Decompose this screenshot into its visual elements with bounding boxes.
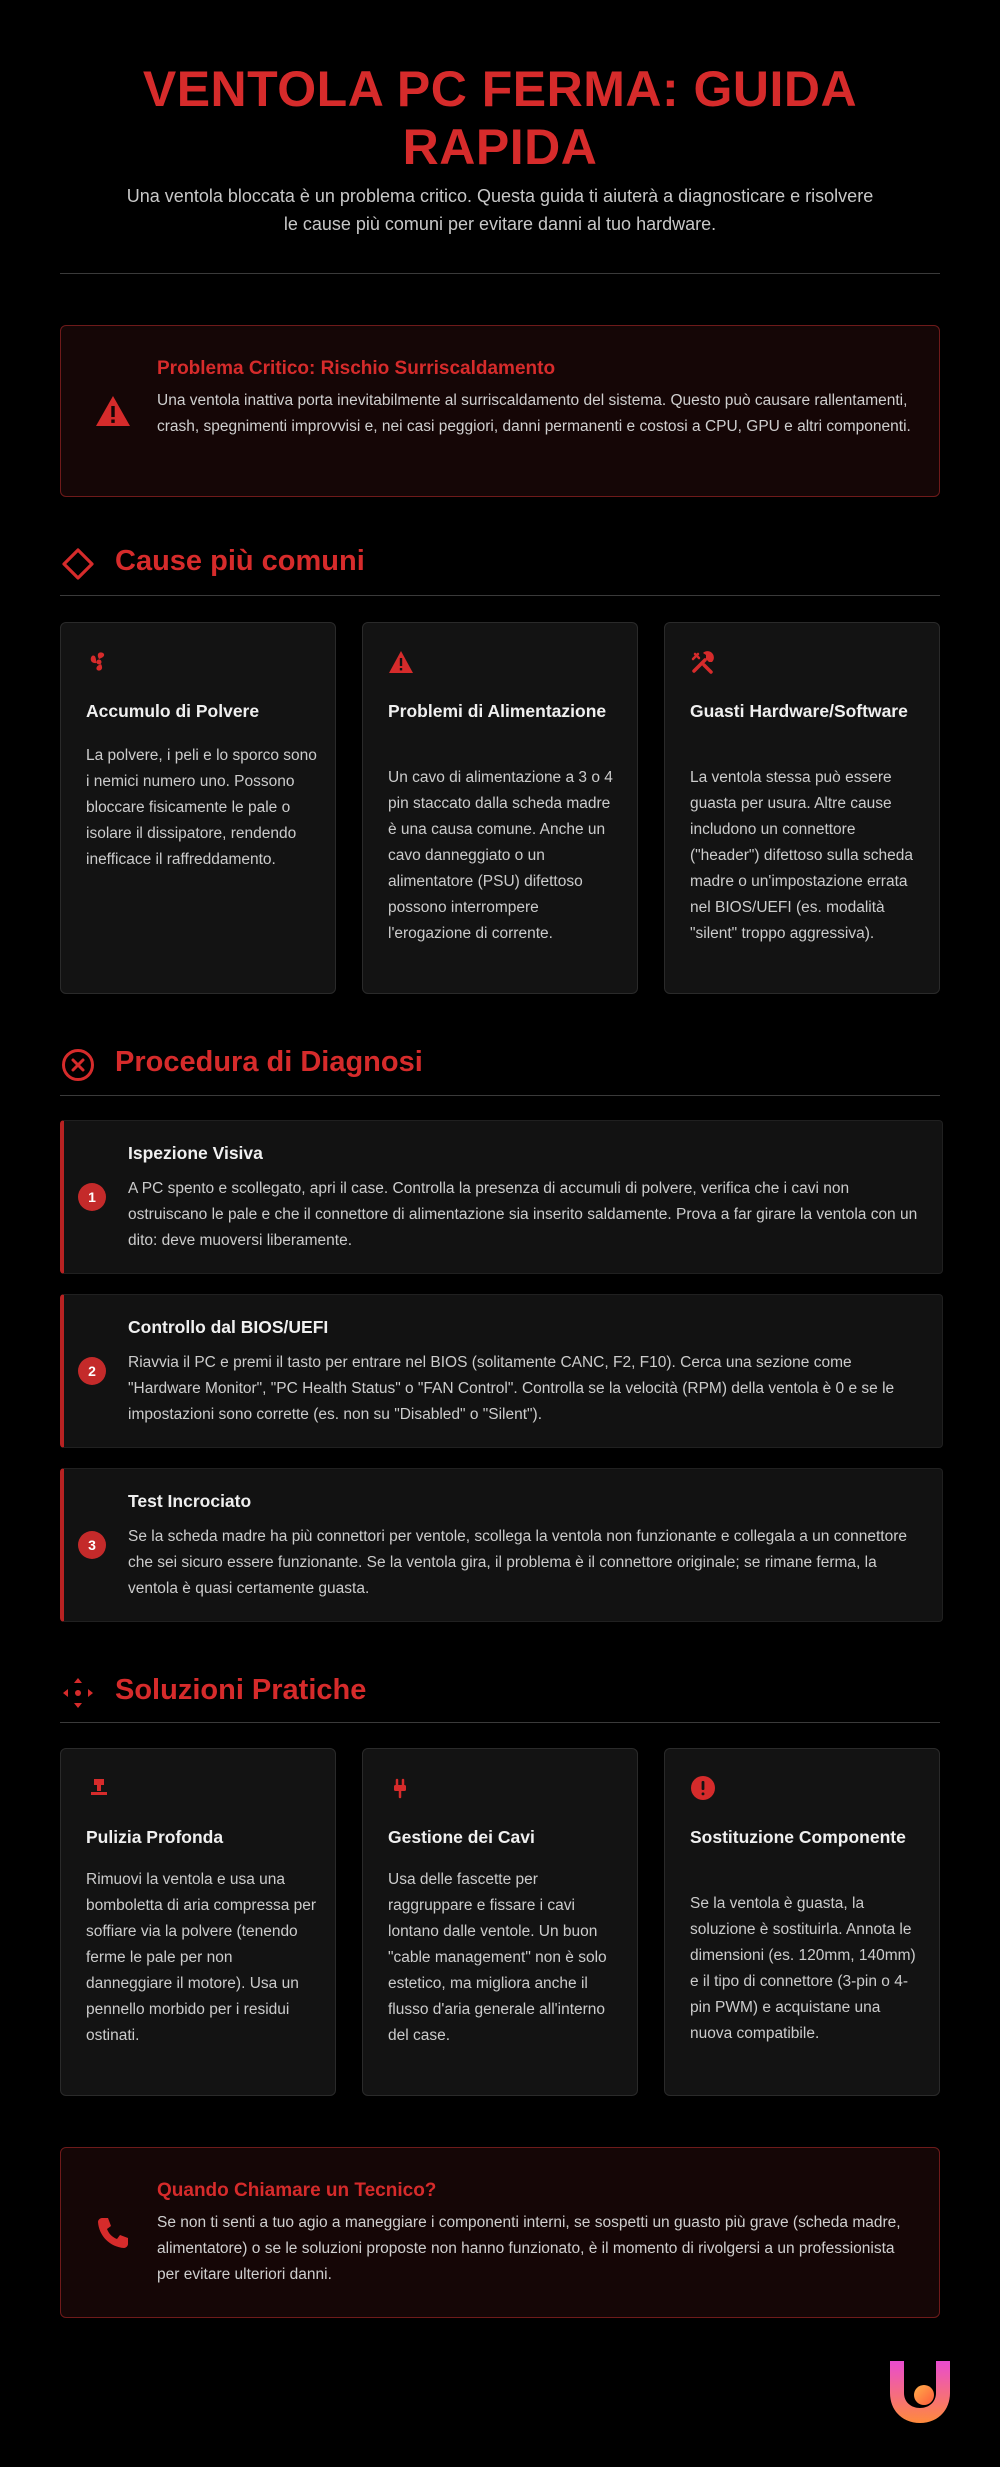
card-title: Problemi di Alimentazione [388,701,607,721]
move-arrows-icon [60,1675,96,1711]
solution-card-cleaning [60,1748,336,2096]
step-number: 3 [78,1531,106,1559]
cause-card-hardware [664,622,940,994]
card-text: La ventola stessa può essere guasta per usura. Altre cause includono un connettore ("header") difettoso sulla scheda madre o un'impostazione errata nel BIOS/UEFI (es. modalità "silent" troppo aggressiva). [690,769,913,942]
exclamation-circle-icon [690,1775,716,1801]
step-number: 2 [78,1357,106,1385]
circle-x-icon [60,1047,96,1083]
cable-icon [388,1775,414,1801]
diagnosis-section-header [60,1041,940,1091]
technician-alert-text: Se non ti senti a tuo agio a maneggiare i componenti interni, se sospetti un guasto più grave (scheda madre, alimentatore) o se le soluzioni proposte non hanno funzionato, è il momento di rivolgersi a un professionista per evitare ulteriori danni. [157,2214,901,2283]
technician-alert-title: Quando Chiamare un Tecnico? [157,2180,437,2201]
card-title: Guasti Hardware/Software [690,701,908,721]
tools-icon [690,649,716,675]
technician-alert [60,2147,940,2318]
card-text: Se la ventola è guasta, la soluzione è sostituirla. Annota le dimensioni (es. 120mm, 140mm) e il tipo di connettore (3-pin o 4-pin PWM) e acquistane una nuova compatibile. [690,1895,916,2042]
card-title: Pulizia Profonda [86,1827,224,1847]
solution-card-replacement [664,1748,940,2096]
phone-icon [93,2213,133,2253]
card-title: Gestione dei Cavi [388,1827,535,1847]
diagnosis-step-1 [60,1120,943,1274]
cause-card-dust [60,622,336,994]
divider [60,1722,940,1723]
warning-triangle-icon [388,649,414,675]
causes-section-header [60,540,940,590]
cause-card-power [362,622,638,994]
divider [60,595,940,596]
step-title: Test Incrociato [128,1491,252,1511]
card-title: Sostituzione Componente [690,1827,906,1847]
diagnosis-step-3 [60,1468,943,1622]
fan-icon [86,649,112,675]
step-title: Controllo dal BIOS/UEFI [128,1317,329,1337]
critical-alert-text: Una ventola inattiva porta inevitabilmente al surriscaldamento del sistema. Questo può causare rallentamenti, crash, spegnimenti improvvisi e, nei casi peggiori, danni permanenti e costosi a CPU, GPU e altri componenti. [157,392,911,435]
step-text: Riavvia il PC e premi il tasto per entrare nel BIOS (solitamente CANC, F2, F10). Cerca una sezione come "Hardware Monitor", "PC Health Status" o "FAN Control". Controlla se la velocità (RPM) della ventola è 0 e se le impostazioni sono corrette (es. non su "Disabled" o "Silent"). [128,1354,895,1423]
title-line-2: RAPIDA [402,119,598,175]
solutions-heading: Soluzioni Pratiche [115,1674,367,1706]
critical-alert [60,325,940,497]
card-text: Rimuovi la ventola e usa una bomboletta di aria compressa per soffiare via la polvere (tenendo ferme le pale per non danneggiare il motore). Usa un pennello morbido per i residui ostinati. [86,1871,317,2044]
card-title: Accumulo di Polvere [86,701,260,721]
diagnosis-step-2 [60,1294,943,1448]
causes-heading: Cause più comuni [115,545,365,577]
card-text: Usa delle fascette per raggruppare e fissare i cavi lontano dalle ventole. Un buon "cable management" non è solo estetico, ma migliora anche il flusso d'aria generale all'interno del case. [388,1871,607,2044]
step-number: 1 [78,1183,106,1211]
vacuum-icon [86,1775,112,1801]
warning-triangle-icon [93,391,133,431]
card-text: Un cavo di alimentazione a 3 o 4 pin staccato dalla scheda madre è una causa comune. Anche un cavo danneggiato o un alimentatore (PSU) difettoso possono interrompere l'erogazione di corrente. [388,769,613,942]
critical-alert-title: Problema Critico: Rischio Surriscaldamento [157,358,556,379]
divider [60,1095,940,1096]
step-text: Se la scheda madre ha più connettori per ventole, scollega la ventola non funzionante e collegala a un connettore che sei sicuro essere funzionante. Se la ventola gira, il problema è il connettore originale; se rimane ferma, la ventola è quasi certamente guasta. [128,1528,907,1597]
diamond-icon [60,546,96,582]
title-line-1: VENTOLA PC FERMA: GUIDA [142,61,858,117]
divider [60,273,940,274]
step-text: A PC spento e scollegato, apri il case. Controlla la presenza di accumuli di polvere, verifica che i cavi non ostruiscano le pale e che il connettore di alimentazione sia inserito saldamente. Prova a far girare la ventola con un dito: deve muoversi liberamente. [128,1180,918,1249]
brand-logo-icon [884,2355,956,2427]
solutions-section-header [60,1669,940,1719]
card-text: La polvere, i peli e lo sporco sono i nemici numero uno. Possono bloccare fisicamente le pale o isolare il dissipatore, rendendo inefficace il raffreddamento. [86,747,317,868]
page-subtitle: Una ventola bloccata è un problema critico. Questa guida ti aiuterà a diagnosticare e risolvere le cause più comuni per evitare danni al tuo hardware. [126,186,874,234]
step-title: Ispezione Visiva [128,1143,263,1163]
diagnosis-heading: Procedura di Diagnosi [115,1046,423,1078]
solution-card-cables [362,1748,638,2096]
page-title [60,60,940,176]
